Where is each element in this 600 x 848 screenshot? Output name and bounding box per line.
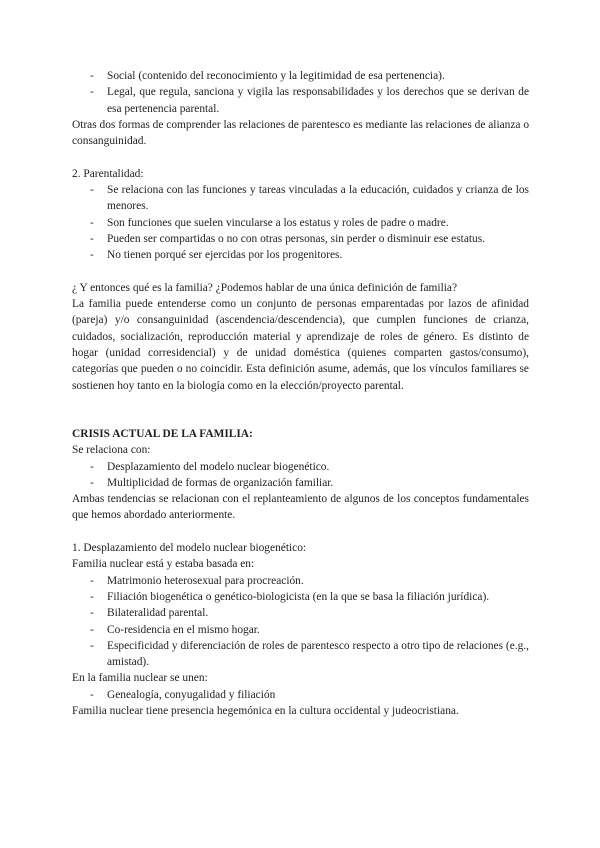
list-item: - Co-residencia en el mismo hogar. — [72, 622, 529, 638]
dash: - — [90, 460, 94, 473]
question-line: ¿ Y entonces qué es la familia? ¿Podemos hablar de una única definición de familia? — [72, 281, 458, 294]
list-item: - Filiación biogenética o genético-biologicista (en la que se basa la filiación jurídica). — [72, 589, 529, 605]
dash: - — [90, 607, 94, 620]
paragraph: Familia nuclear está y estaba basada en: — [72, 558, 255, 571]
list-item: - Bilateralidad parental. — [72, 605, 529, 621]
dash: - — [90, 232, 94, 245]
closing-paragraph: Familia nuclear tiene presencia hegemónica en la cultura occidental y judeocristiana. — [72, 704, 459, 717]
dash: - — [90, 639, 94, 652]
definition-paragraph: La familia puede entenderse como un conjunto de personas emparentadas por lazos de afinidad (pareja) y/o consanguinidad (ascendencia/descendencia), que cumplen funciones de crianza, cuidados, socialización, reproducción material y aprendizaje de roles de género. Es distinto de hogar (unidad corresidencial) y de unidad doméstica (quienes comparten gastos/consumo), categorías que pueden o no coincidir. Esta definición asume, además, que los vínculos familiares se sostienen hoy tanto en la biología como en la elección/proyecto parental. — [72, 298, 529, 392]
list-item: - Se relaciona con las funciones y tareas vinculadas a la educación, cuidados y crianza de los menores. — [90, 184, 529, 213]
dash: - — [90, 70, 94, 82]
legal-social-list — [72, 68, 529, 117]
list-item: - Social (contenido del reconocimiento y la legitimidad de esa pertenencia). — [72, 68, 529, 84]
list-item: - Multiplicidad de formas de organización familiar. — [72, 475, 529, 491]
list-item: - Desplazamiento del modelo nuclear biogenético. — [72, 459, 529, 475]
dash: - — [90, 623, 94, 636]
dash: - — [90, 86, 94, 99]
paragraph: Ambas tendencias se relacionan con el replanteamiento de algunos de los conceptos fundamentales que hemos abordado anteriormente. — [72, 493, 529, 522]
paragraph: En la familia nuclear se unen: — [72, 672, 208, 685]
dash: - — [90, 184, 94, 197]
list-item: - Genealogía, conyugalidad y filiación — [72, 687, 529, 703]
dash: - — [90, 590, 94, 603]
section-heading: 2. Parentalidad: — [72, 167, 144, 180]
dash: - — [90, 476, 94, 489]
dash: - — [90, 688, 94, 701]
list-item: - Son funciones que suelen vincularse a los estatus y roles de padre o madre. — [72, 215, 529, 231]
paragraph: Se relaciona con: — [72, 444, 151, 457]
list-item: - Matrimonio heterosexual para procreación. — [72, 573, 529, 589]
list-item: - Legal, que regula, sanciona y vigila las responsabilidades y los derechos que se derivan de esa pertenencia parental. — [90, 86, 529, 115]
document-page — [72, 68, 529, 719]
nuclear-union-list — [72, 687, 529, 703]
parentalidad-list — [72, 182, 529, 263]
section-title: CRISIS ACTUAL DE LA FAMILIA: — [72, 427, 253, 440]
crisis-list — [72, 459, 529, 492]
section-heading: 1. Desplazamiento del modelo nuclear biogenético: — [72, 542, 307, 555]
dash: - — [90, 574, 94, 587]
dash: - — [90, 249, 94, 262]
nuclear-basis-list — [72, 573, 529, 671]
dash: - — [90, 216, 94, 229]
list-item: - Especificidad y diferenciación de roles de parentesco respecto a otro tipo de relaciones (e.g., amistad). — [90, 639, 529, 669]
list-item: - No tienen porqué ser ejercidas por los progenitores. — [72, 247, 529, 263]
list-item: - Pueden ser compartidas o no con otras personas, sin perder o disminuir ese estatus. — [72, 231, 529, 247]
paragraph: Otras dos formas de comprender las relaciones de parentesco es mediante las relaciones de alianza o consanguinidad. — [72, 118, 530, 148]
